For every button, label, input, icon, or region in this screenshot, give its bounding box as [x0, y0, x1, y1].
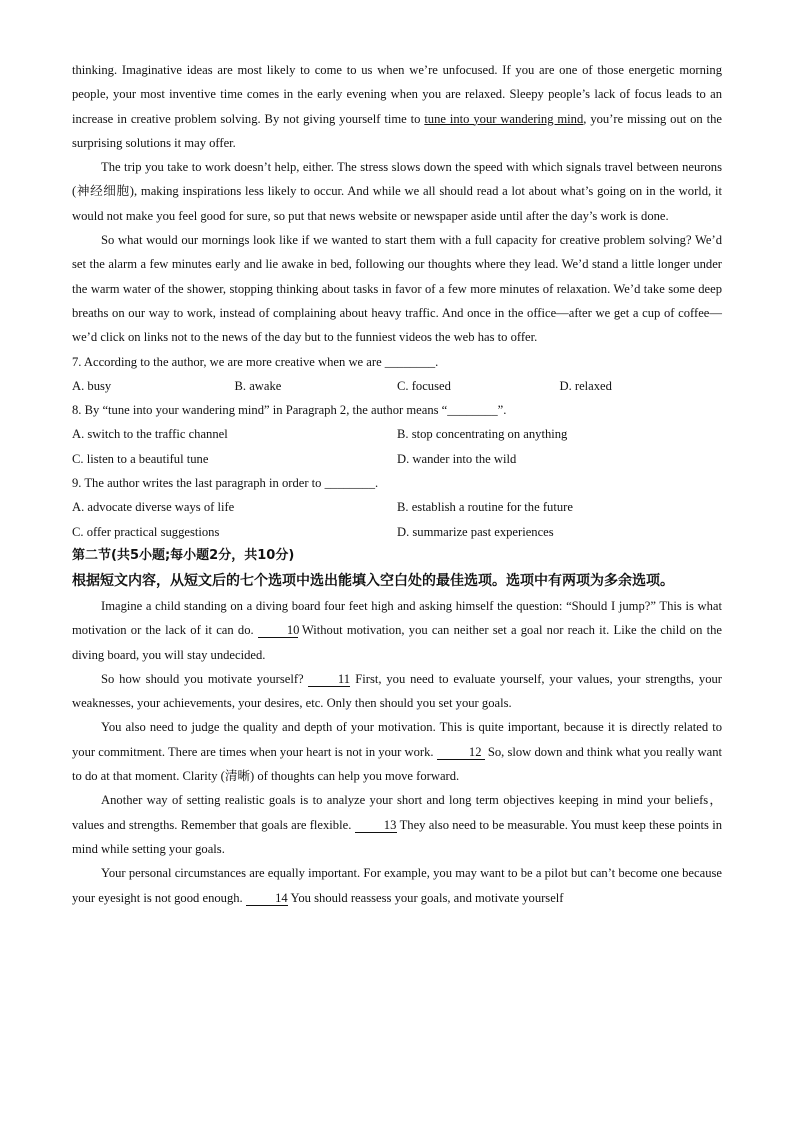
cloze-paragraph-2: So how should you motivate yourself? 11 First, you need to evaluate yourself, your values, your strengths, your weaknesses, your achievements, your desires, etc. Only then should you set your goals. — [72, 671, 722, 711]
blank-12[interactable]: 12 — [437, 745, 485, 760]
option-d: D. summarize past experiences — [397, 524, 554, 539]
option-c: C. offer practical suggestions — [72, 524, 220, 539]
option-c: C. focused — [397, 378, 451, 393]
question-7 — [72, 350, 722, 399]
question-9 — [72, 471, 722, 544]
option-d: D. wander into the wild — [397, 451, 517, 466]
question-options — [72, 520, 722, 544]
option-d: D. relaxed — [559, 378, 612, 393]
option-a: A. advocate diverse ways of life — [72, 500, 235, 515]
question-stem: 7. According to the author, we are more creative when we are ________. — [72, 354, 439, 369]
blank-11[interactable]: 11 — [308, 672, 350, 687]
passage-paragraph-3: So what would our mornings look like if we wanted to start them with a full capacity for creative problem solving? We’d set the alarm a few minutes early and lie awake in bed, following our thoughts where they lead. We’d stand a little longer under the warm water of the shower, stopping thinking about tasks in favor of a few more minutes of relaxation. We’d take some deep breaths on our way to work, instead of complaining about heavy traffic. And once in the office—after we get a cup of coffee—we’d click on links not to the news of the day but to the funniest videos the web has to offer. — [72, 233, 722, 345]
section-2-instruction: 根据短文内容，从短文后的七个选项中选出能填入空白处的最佳选项。选项中有两项为多余选项。 — [72, 572, 674, 589]
question-stem: 8. By “tune into your wandering mind” in Paragraph 2, the author means “________”. — [72, 403, 507, 418]
blank-10[interactable]: 10 — [258, 623, 298, 638]
option-b: B. establish a routine for the future — [397, 500, 573, 515]
option-a: A. busy — [72, 378, 112, 393]
blank-14[interactable]: 14 — [246, 891, 288, 906]
exam-page — [72, 58, 722, 910]
passage-paragraph-2: The trip you take to work doesn’t help, either. The stress slows down the speed with which signals travel between neurons (神经细胞), making inspirations less likely to occur. And while we all should read a lot about what’s going on in the world, it would not make you feel good for sure, so put that news website or newspaper aside until after the day’s work is done. — [72, 160, 722, 223]
question-options — [72, 374, 722, 398]
option-b: B. stop concentrating on anything — [397, 427, 568, 442]
question-options — [72, 422, 722, 446]
option-a: A. switch to the traffic channel — [72, 427, 228, 442]
option-c: C. listen to a beautiful tune — [72, 451, 209, 466]
option-b: B. awake — [234, 378, 282, 393]
cloze-paragraph-4: Another way of setting realistic goals is to analyze your short and long term objectives keeping in mind your beliefs，values and strengths. Remember that goals are flexible. 13 They also need to be measurable. You must keep these points in mind while setting your goals. — [72, 793, 722, 856]
cloze-paragraph-5: Your personal circumstances are equally important. For example, you may want to be a pilot but can’t become one because your eyesight is not good enough. 14 You should reassess your goals, and motivate yourself — [72, 866, 722, 905]
cloze-paragraph-3: You also need to judge the quality and depth of your motivation. This is quite important, because it is directly related to your commitment. There are times when your heart is not in your work. 12 So, slow down and think what you really want to do at that moment. Clarity (清晰) of thoughts can help you move forward. — [72, 720, 722, 784]
question-options — [72, 495, 722, 519]
passage-paragraph-1: thinking. Imaginative ideas are most likely to come to us when we’re unfocused. If you are one of those energetic morning people, your most inventive time comes in the early evening when you are relaxed. Sleepy people’s lack of focus leads to an increase in creative problem solving. By not giving yourself time to tune into your wandering mind, you’re missing out on the surprising solutions it may offer. — [72, 63, 723, 150]
question-options — [72, 447, 722, 471]
cloze-paragraph-1: Imagine a child standing on a diving board four feet high and asking himself the question: “Should I jump?” This is what motivation or the lack of it can do. 10 Without motivation, you can neither set a goal nor reach it. Like the child on the diving board, you will stay undecided. — [72, 598, 722, 662]
question-8 — [72, 398, 722, 471]
section-2-title: 第二节(共5小题;每小题2分，共10分) — [72, 547, 295, 563]
underlined-phrase: tune into your wandering mind — [424, 111, 584, 126]
blank-13[interactable]: 13 — [355, 818, 397, 833]
question-stem: 9. The author writes the last paragraph in order to ________. — [72, 476, 379, 491]
